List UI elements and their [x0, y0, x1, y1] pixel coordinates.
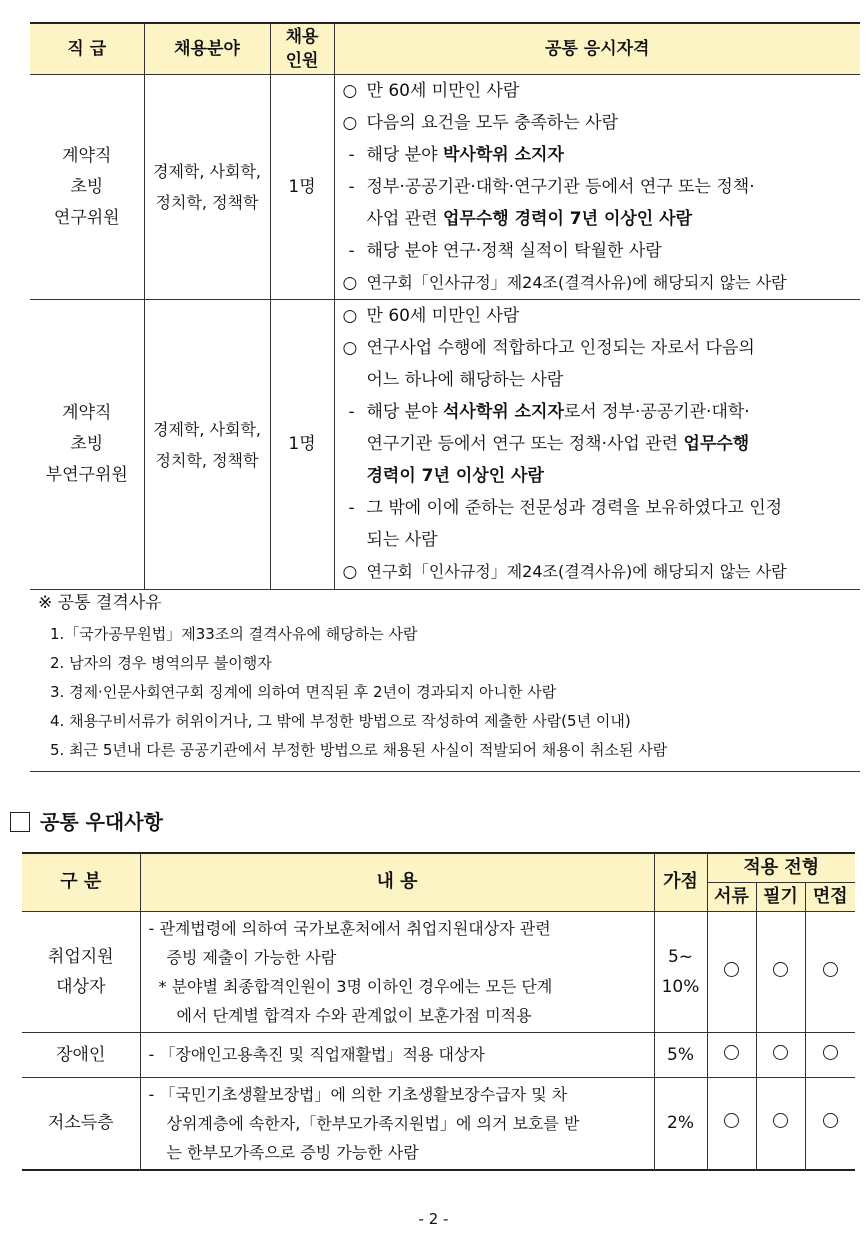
qual-subitem: [343, 139, 855, 171]
interview-applies-cell: [805, 1077, 855, 1170]
content-line: [149, 1040, 646, 1069]
qual-item: [343, 300, 855, 332]
dash-bullet: -: [348, 145, 355, 165]
qual-continuation: [343, 524, 855, 556]
header-written: 필기: [756, 882, 805, 911]
circle-bullet-icon: ○: [342, 273, 358, 293]
header-field: 채용분야: [144, 23, 270, 75]
table-row: [22, 911, 855, 1032]
content-text: 관계법령에 의하여 국가보훈처에서 취업지원대상자 관련: [159, 918, 551, 938]
disqualification-item: 5. 최근 5년내 다른 공공기관에서 부정한 방법으로 채용된 사실이 적발되어 채용이 취소된 사람: [50, 741, 668, 759]
count-cell: 1명: [270, 75, 334, 300]
written-applies-cell: [756, 1077, 805, 1170]
doc-applies-cell: [707, 911, 756, 1032]
qual-emphasis: 업무수행: [683, 434, 750, 454]
category-cell: 저소득층: [22, 1077, 140, 1170]
qual-item: [343, 556, 855, 588]
points-cell: [654, 911, 707, 1032]
circle-mark-icon: [724, 1045, 739, 1060]
qual-text: 사업 관련: [366, 209, 443, 229]
circle-mark-icon: [724, 962, 739, 977]
rank-cell: [30, 300, 144, 590]
qual-subitem: [343, 492, 855, 524]
disqualification-item: 2. 남자의 경우 병역의무 불이행자: [50, 654, 272, 672]
header-count-line2: 인원: [285, 51, 319, 71]
rank-line: 초빙: [70, 434, 104, 454]
dash-bullet: -: [148, 1045, 155, 1064]
page-number: - 2 -: [418, 1210, 449, 1228]
qual-text: 연구기관 등에서 연구 또는 정책·사업 관련: [366, 434, 684, 454]
content-line: 증빙 제출이 가능한 사람: [166, 947, 337, 967]
content-line: [149, 914, 646, 943]
category-cell: 장애인: [22, 1032, 140, 1077]
disqualification-title: ※ 공통 결격사유: [38, 593, 162, 613]
qual-text: 해당 분야: [366, 402, 443, 422]
qual-text: 만 60세 미만인 사람: [366, 306, 520, 326]
disqualification-section: [30, 586, 860, 772]
qual-emphasis: 업무수행 경력이 7년 이상인 사람: [443, 209, 692, 229]
qual-emphasis: 석사학위 소지자: [443, 402, 564, 422]
qual-emphasis: 경력이 7년 이상인 사람: [366, 466, 544, 486]
content-cell: [140, 1032, 654, 1077]
qual-text: 되는 사람: [366, 530, 438, 550]
circle-mark-icon: [773, 962, 788, 977]
count-cell: 1명: [270, 300, 334, 590]
content-line: 상위계층에 속한자,「한부모가족지원법」에 의거 보호를 받: [166, 1113, 580, 1133]
header-category: 구 분: [22, 853, 140, 911]
doc-applies-cell: [707, 1077, 756, 1170]
circle-mark-icon: [823, 1113, 838, 1128]
content-line: [149, 1080, 646, 1109]
field-line: 정치학, 정책학: [155, 193, 259, 212]
category-line: 취업지원: [47, 946, 114, 967]
content-line: 에서 단계별 합격자 수와 관계없이 보훈가점 미적용: [176, 1005, 532, 1025]
dash-bullet: -: [348, 177, 355, 197]
field-line: 정치학, 정책학: [155, 450, 259, 470]
qual-item: [343, 267, 855, 299]
star-bullet: *: [158, 976, 167, 996]
category-line: 대상자: [56, 976, 106, 997]
doc-applies-cell: [707, 1032, 756, 1077]
qual-item: [343, 332, 855, 364]
circle-bullet-icon: ○: [342, 306, 358, 326]
rank-line: 연구위원: [53, 207, 120, 228]
content-text: 「국민기초생활보장법」에 의한 기초생활보장수급자 및 차: [159, 1084, 568, 1104]
qual-continuation: [343, 364, 855, 396]
table-row: [22, 1032, 855, 1077]
qual-continuation: [343, 428, 855, 460]
points-line: 5~: [667, 946, 694, 967]
header-interview: 면접: [805, 882, 855, 911]
qual-text: 해당 분야: [366, 145, 443, 165]
dash-bullet: -: [148, 1084, 155, 1104]
qualification-cell: [334, 300, 860, 590]
points-cell: 5%: [654, 1032, 707, 1077]
qual-subitem: [343, 235, 855, 267]
interview-applies-cell: [805, 1032, 855, 1077]
qual-text: 연구회「인사규정」제24조(결격사유)에 해당되지 않는 사람: [366, 273, 787, 292]
dash-bullet: -: [348, 402, 355, 422]
header-doc: 서류: [707, 882, 756, 911]
table-row: [30, 300, 860, 590]
section-title: [10, 806, 163, 838]
dash-bullet: -: [348, 498, 355, 518]
circle-mark-icon: [823, 962, 838, 977]
qualification-cell: [334, 75, 860, 300]
section-title-text: 공통 우대사항: [40, 810, 163, 834]
circle-mark-icon: [773, 1045, 788, 1060]
points-line: 10%: [661, 976, 700, 997]
header-stages: 적용 전형: [707, 853, 855, 882]
qual-text: 연구사업 수행에 적합하다고 인정되는 자로서 다음의: [366, 338, 755, 358]
preference-table: [22, 852, 855, 1171]
qual-text: 만 60세 미만인 사람: [366, 81, 520, 101]
qual-subitem: [343, 396, 855, 428]
qual-text: 다음의 요건을 모두 충족하는 사람: [366, 113, 619, 133]
header-count-line1: 채용: [285, 27, 319, 47]
qual-text: 어느 하나에 해당하는 사람: [366, 370, 564, 390]
points-cell: 2%: [654, 1077, 707, 1170]
square-bullet-icon: [10, 812, 30, 832]
field-cell: [144, 75, 270, 300]
circle-mark-icon: [773, 1113, 788, 1128]
content-line: 는 한부모가족으로 증빙 가능한 사람: [166, 1142, 419, 1162]
header-count: [270, 23, 334, 75]
qual-text: 연구회「인사규정」제24조(결격사유)에 해당되지 않는 사람: [366, 562, 787, 581]
content-line: [149, 972, 646, 1001]
qual-continuation: [343, 460, 855, 492]
qual-continuation: [343, 203, 855, 235]
content-cell: [140, 911, 654, 1032]
header-points: 가점: [654, 853, 707, 911]
circle-mark-icon: [823, 1045, 838, 1060]
qual-item: [343, 75, 855, 107]
circle-bullet-icon: ○: [342, 113, 358, 133]
circle-bullet-icon: ○: [342, 81, 358, 101]
rank-cell: [30, 75, 144, 300]
qualification-table: [30, 22, 860, 590]
category-cell: [22, 911, 140, 1032]
field-cell: [144, 300, 270, 590]
rank-line: 초빙: [70, 176, 104, 197]
qual-item: [343, 107, 855, 139]
qual-text: 로서 정부·공공기관·대학·: [563, 402, 750, 422]
dash-bullet: -: [348, 241, 355, 261]
qual-subitem: [343, 171, 855, 203]
header-qualification: 공통 응시자격: [334, 23, 860, 75]
qualification-header-row: [30, 23, 860, 75]
rank-line: 계약직: [62, 403, 112, 423]
rank-line: 계약직: [62, 145, 112, 166]
interview-applies-cell: [805, 911, 855, 1032]
written-applies-cell: [756, 1032, 805, 1077]
qual-text: 해당 분야 연구·정책 실적이 탁월한 사람: [366, 241, 662, 261]
content-text: 「장애인고용촉진 및 직업재활법」적용 대상자: [159, 1045, 485, 1064]
field-line: 경제학, 사회학,: [153, 419, 261, 439]
preference-header-row: [22, 853, 855, 882]
header-rank: 직 급: [30, 23, 144, 75]
written-applies-cell: [756, 911, 805, 1032]
field-line: 경제학, 사회학,: [153, 162, 261, 181]
table-row: [22, 1077, 855, 1170]
circle-mark-icon: [724, 1113, 739, 1128]
circle-bullet-icon: ○: [342, 338, 358, 358]
header-content: 내 용: [140, 853, 654, 911]
dash-bullet: -: [148, 918, 155, 938]
table-row: [30, 75, 860, 300]
content-text: 분야별 최종합격인원이 3명 이하인 경우에는 모든 단계: [171, 976, 553, 996]
disqualification-item: 1.「국가공무원법」제33조의 결격사유에 해당하는 사람: [50, 625, 418, 643]
qual-emphasis: 박사학위 소지자: [443, 145, 564, 165]
qual-text: 그 밖에 이에 준하는 전문성과 경력을 보유하였다고 인정: [366, 498, 783, 518]
disqualification-item: 3. 경제·인문사회연구회 징계에 의하여 면직된 후 2년이 경과되지 아니한 사람: [50, 683, 557, 701]
rank-line: 부연구위원: [45, 465, 128, 485]
circle-bullet-icon: ○: [342, 562, 358, 582]
qual-text: 정부·공공기관·대학·연구기관 등에서 연구 또는 정책·: [366, 177, 755, 197]
disqualification-item: 4. 채용구비서류가 허위이거나, 그 밖에 부정한 방법으로 작성하여 제출한 사람(5년 이내): [50, 712, 631, 730]
content-cell: [140, 1077, 654, 1170]
